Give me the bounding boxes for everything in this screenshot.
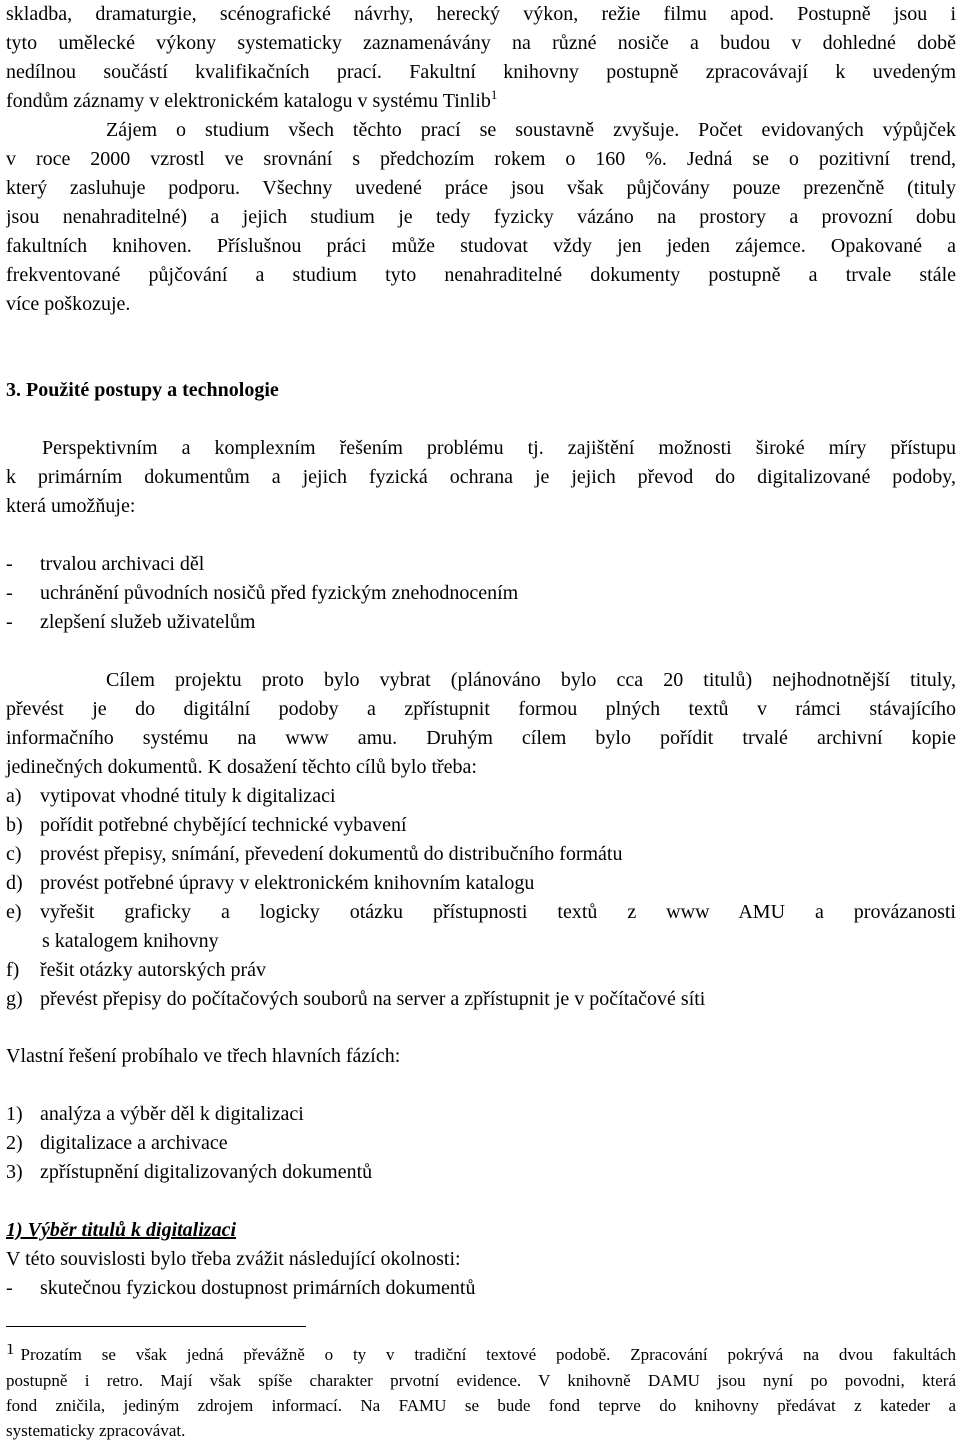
list-item-text: řešit otázky autorských práv [40,959,267,981]
list-label: 3) [6,1161,23,1183]
list-item-text: převést přepisy do počítačových souborů na server a zpřístupnit je v počítačové síti [40,988,706,1010]
text-line: více poškozuje. [6,293,131,315]
list-dash: - [6,1277,13,1299]
text-line: který zasluhuje podporu. Všechny uvedené práce jsou však půjčovány pouze prezenčně (tituly [6,177,956,199]
text-line: jedinečných dokumentů. K dosažení těchto cílů bylo třeba: [6,756,477,778]
list-item-continuation: s katalogem knihovny [42,930,219,952]
text-line: k primárním dokumentům a jejich fyzická ochrana je jejich převod do digitalizované podoby, [6,466,956,488]
text-line: V této souvislosti bylo třeba zvážit následující okolnosti: [6,1248,461,1270]
list-label: a) [6,785,22,807]
list-dash: - [6,611,13,633]
text-line: jsou nenahraditelné) a jejich studium je tedy fyzicky vázáno na prostory a provozní dobu [6,206,956,228]
footnote-line: fond zničila, jediným zdrojem informací. Na FAMU se bude fond teprve do knihovny předávat z kateder a [6,1396,956,1415]
list-item-text: analýza a výběr děl k digitalizaci [40,1103,304,1125]
list-item-text: provést přepisy, snímání, převedení dokumentů do distribučního formátu [40,843,623,865]
list-item-text: trvalou archivaci děl [40,553,205,575]
list-item-text: skutečnou fyzickou dostupnost primárních dokumentů [40,1277,476,1299]
list-item [6,581,956,605]
list-item [6,842,956,866]
footnote-line [6,1344,956,1366]
list-item-text: vyřešit graficky a logicky otázku přístupnosti textů z www AMU a provázanosti [40,901,956,923]
list-item [6,958,956,982]
text-line: Zájem o studium všech těchto prací se soustavně zvyšuje. Počet evidovaných výpůjček [106,119,956,141]
list-label: b) [6,814,23,836]
list-item-text: zlepšení služeb uživatelům [40,611,256,633]
footnote-ref: 1 [490,87,498,102]
text-line: frekventované půjčování a studium tyto nenahraditelné dokumenty postupně a trvale stále [6,264,956,286]
list-label: f) [6,959,20,981]
footnote-text: Prozatím se však jedná převážně o ty v tradiční textové podobě. Zpracování pokrývá na dvou fakultách [20,1345,956,1364]
list-label: 2) [6,1132,23,1154]
list-item-text: uchránění původních nosičů před fyzickým znehodnocením [40,582,519,604]
list-item-text: vytipovat vhodné tituly k digitalizaci [40,785,336,807]
text-line: která umožňuje: [6,495,136,517]
text-line: Perspektivním a komplexním řešením problému tj. zajištění možnosti široké míry přístupu [42,437,956,459]
text-line: nedílnou součástí kvalifikačních prací. Fakultní knihovny postupně zpracovávají k uvedeným [6,61,956,83]
list-item [6,900,956,924]
text-line: Cílem projektu proto bylo vybrat (plánováno bylo cca 20 titulů) nejhodnotnější tituly, [106,669,956,691]
list-item [6,1160,956,1184]
footnote-line: postupně i retro. Mají však spíše charakter prvotní evidence. V knihovně DAMU jsou nyní po povodni, která [6,1371,956,1390]
list-item-text: pořídit potřebné chybějící technické vybavení [40,814,407,836]
text-line: tyto umělecké výkony systematicky zaznamenávány na různé nosiče a budou v dohledné době [6,32,956,54]
footnote-line: systematicky zpracovávat. [6,1421,186,1440]
footnote-divider [6,1326,306,1327]
list-dash: - [6,582,13,604]
text-line: skladba, dramaturgie, scénografické návrhy, herecký výkon, režie filmu apod. Postupně jsou i [6,3,956,25]
list-item-text: zpřístupnění digitalizovaných dokumentů [40,1161,373,1183]
list-item [6,987,956,1011]
list-item [6,1102,956,1126]
list-item [6,871,956,895]
list-label: g) [6,988,23,1010]
text-line: informačního systému na www amu. Druhým cílem bylo pořídit trvalé archivní kopie [6,727,956,749]
list-label: d) [6,872,23,894]
list-label: 1) [6,1103,23,1125]
text-line: Vlastní řešení probíhalo ve třech hlavních fázích: [6,1045,401,1067]
list-dash: - [6,553,13,575]
list-item [6,552,956,576]
list-label: e) [6,901,22,923]
list-item [6,610,956,634]
list-item-text: provést potřebné úpravy v elektronickém knihovním katalogu [40,872,535,894]
text-line: v roce 2000 vzrostl ve srovnání s předchozím rokem o 160 %. Jedná se o pozitivní trend, [6,148,956,170]
section-heading: 3. Použité postupy a technologie [6,379,279,401]
subsection-heading: 1) Výběr titulů k digitalizaci [6,1219,237,1241]
text-line [6,89,956,113]
list-label: c) [6,843,22,865]
footnote-mark: 1 [6,1344,15,1358]
text-segment: fondům záznamy v elektronickém katalogu v systému Tinlib [6,90,491,112]
list-item [6,1131,956,1155]
list-item [6,813,956,837]
text-line: fakultních knihoven. Příslušnou práci může studovat vždy jen jeden zájemce. Opakované a [6,235,956,257]
list-item [6,1276,956,1300]
text-line: převést je do digitální podoby a zpřístupnit formou plných textů v rámci stávajícího [6,698,956,720]
list-item-text: digitalizace a archivace [40,1132,228,1154]
list-item [6,784,956,808]
